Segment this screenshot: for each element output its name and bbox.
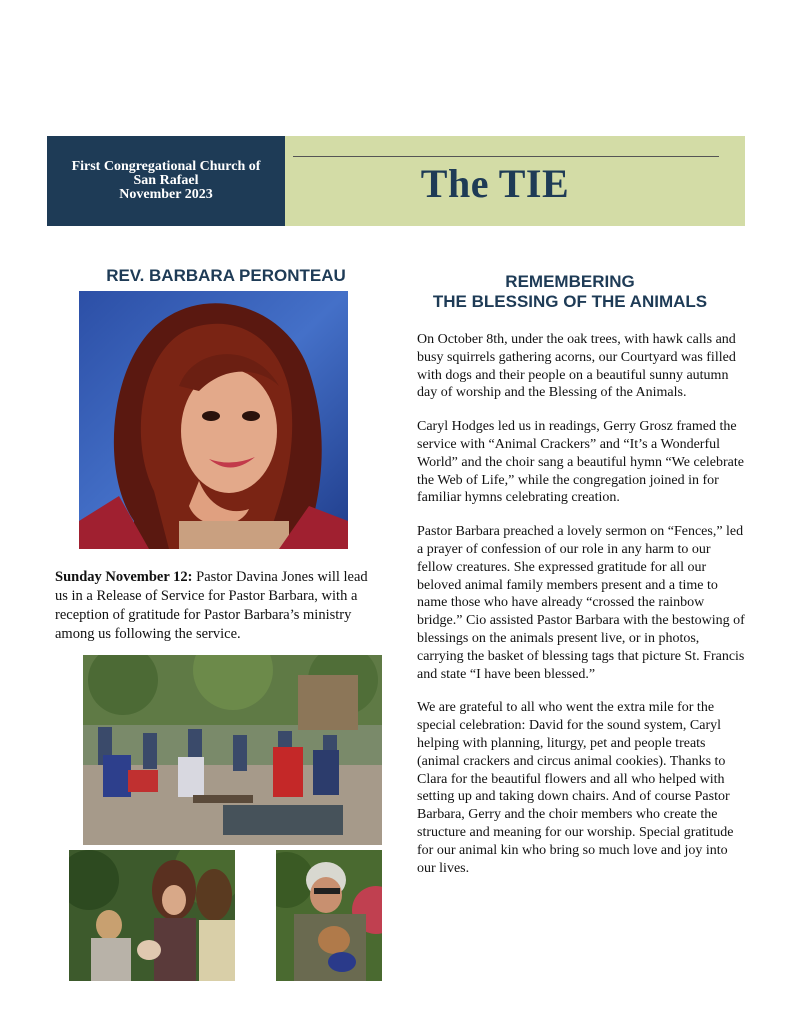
article-heading-line2: THE BLESSING OF THE ANIMALS xyxy=(432,292,708,311)
article-body xyxy=(417,331,747,893)
church-city: San Rafael xyxy=(133,173,199,188)
courtyard-gathering-photo xyxy=(83,655,382,845)
sunday-text: Pastor Davina Jones will lead us in a Release of Service for Pastor Barbara, with a reception of gratitude for Pastor Barbara’s ministry among us following the service. xyxy=(55,569,368,642)
issue-date: November 2023 xyxy=(119,187,213,202)
masthead-title-block xyxy=(285,136,745,226)
article-paragraph: On October 8th, under the oak trees, with hawk calls and busy squirrels gathering acorns, our Courtyard was filled with dogs and their people on a beautiful sunny autumn day of worship and the Blessing of the Animals. xyxy=(417,332,736,401)
article-paragraph: Caryl Hodges led us in readings, Gerry Grosz framed the service with “Animal Crackers” and “It’s a Wonderful World” and the choir sang a beautiful hymn “We celebrate the Web of Life,” while the congregation joined in for familiar hymns celebrating creation. xyxy=(417,419,744,506)
article-heading-line1: REMEMBERING xyxy=(505,272,635,291)
sunday-announcement xyxy=(55,568,383,644)
blessing-girls-photo xyxy=(69,850,235,981)
pastor-portrait-photo xyxy=(79,291,348,549)
woman-with-dog-photo xyxy=(276,850,382,981)
article-paragraph: Pastor Barbara preached a lovely sermon on “Fences,” led a prayer of confession of our role in any harm to our fellow creatures. She expressed gratitude for all our beloved animal family members present and a time to name those who have already “crossed the rainbow bridge.” Cio assisted Pastor Barbara with the bestowing of blessings on the animals present live, or in photos, carrying the basket of blessing tags that picture St. Francis and state “I have been blessed.” xyxy=(417,524,745,682)
church-name: First Congregational Church of xyxy=(71,159,261,174)
newsletter-title: The TIE xyxy=(420,161,570,206)
article-paragraph: We are grateful to all who went the extra mile for the special celebration: David for the sound system, Caryl helping with planning, liturgy, pet and people treats (animal crackers and circus animal cookies). Thanks to Clara for the beautiful flowers and all who helped with setting up and taking down chairs. And of course Pastor Barbara, Gerry and the choir members who create the structure and meaning for our worship. Special gratitude for our animal kin who bring so much love and joy into our lives. xyxy=(417,700,734,876)
masthead-divider xyxy=(293,156,719,157)
article-heading xyxy=(397,272,743,312)
sunday-lead: Sunday November 12: xyxy=(55,569,193,585)
pastor-heading: REV. BARBARA PERONTEAU xyxy=(106,266,346,285)
masthead-church-block xyxy=(47,136,285,226)
